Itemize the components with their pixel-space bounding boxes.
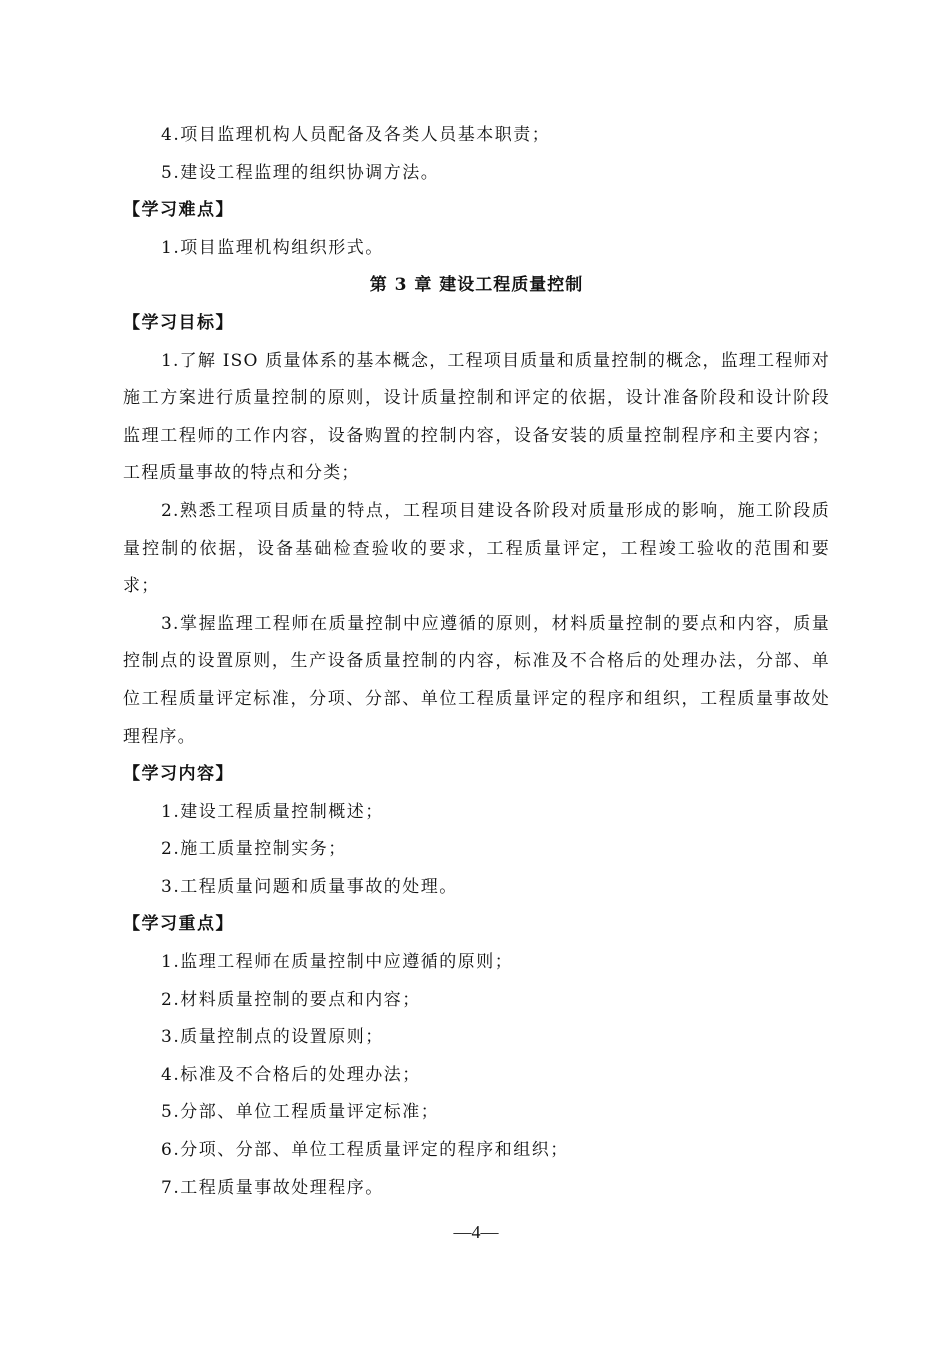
list-item: 2.施工质量控制实务； bbox=[161, 839, 347, 860]
page-number: —4— bbox=[453, 1222, 499, 1242]
list-item: 1.项目监理机构组织形式。 bbox=[161, 237, 384, 258]
list-item: 5.分部、单位工程质量评定标准； bbox=[161, 1102, 440, 1123]
list-item: 2.材料质量控制的要点和内容； bbox=[161, 989, 421, 1010]
list-item: 6.分项、分部、单位工程质量评定的程序和组织； bbox=[161, 1140, 569, 1161]
list-item: 1.监理工程师在质量控制中应遵循的原则； bbox=[161, 952, 514, 973]
objective-paragraph: 3.掌握监理工程师在质量控制中应遵循的原则，材料质量控制的要点和内容，质量控制点的设置原则，生产设备质量控制的内容，标准及不合格后的处理办法，分部、单位工程质量评定标准，分项、分部、单位工程质量评定的程序和组织，工程质量事故处理程序。 bbox=[123, 613, 830, 747]
list-item: 5.建设工程监理的组织协调方法。 bbox=[161, 162, 440, 183]
objective-paragraph: 1.了解 ISO 质量体系的基本概念，工程项目质量和质量控制的概念，监理工程师对施工方案进行质量控制的原则，设计质量控制和评定的依据，设计准备阶段和设计阶段监理工程师的工作内容，设备购置的控制内容，设备安装的质量控制程序和主要内容；工程质量事故的特点和分类； bbox=[123, 350, 830, 484]
list-item: 3.工程质量问题和质量事故的处理。 bbox=[161, 876, 458, 897]
section-heading-objectives: 【学习目标】 bbox=[123, 312, 234, 333]
list-item: 4.项目监理机构人员配备及各类人员基本职责； bbox=[161, 125, 551, 145]
section-heading-content: 【学习内容】 bbox=[123, 764, 234, 785]
list-item: 1.建设工程质量控制概述； bbox=[161, 801, 384, 822]
list-item: 3.质量控制点的设置原则； bbox=[161, 1027, 384, 1048]
objective-paragraph: 2.熟悉工程项目质量的特点，工程项目建设各阶段对质量形成的影响，施工阶段质量控制的依据，设备基础检查验收的要求，工程质量评定，工程竣工验收的范围和要求； bbox=[123, 500, 830, 597]
list-item: 4.标准及不合格后的处理办法； bbox=[161, 1064, 421, 1085]
list-item: 7.工程质量事故处理程序。 bbox=[161, 1177, 384, 1198]
section-heading-key-points: 【学习重点】 bbox=[123, 914, 234, 935]
section-heading-difficulty: 【学习难点】 bbox=[123, 200, 234, 221]
page-body bbox=[123, 117, 830, 1207]
chapter-title: 第 3 章 建设工程质量控制 bbox=[369, 275, 584, 296]
